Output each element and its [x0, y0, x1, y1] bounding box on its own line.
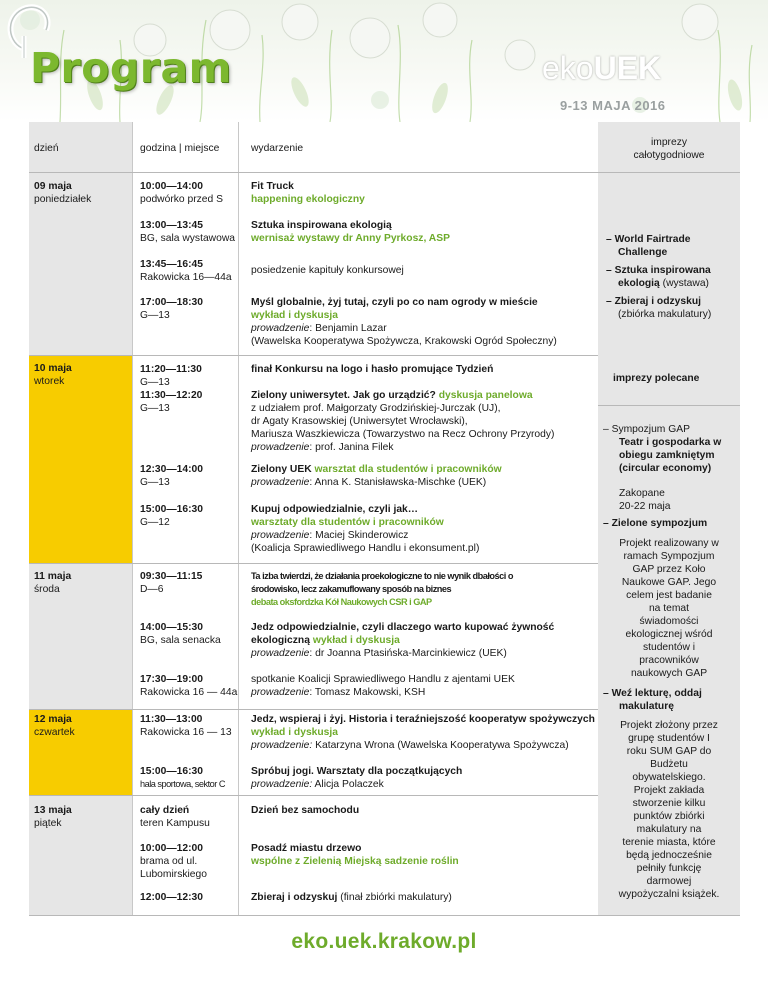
- event-lead: [251, 441, 554, 454]
- event-title: Ta izba twierdzi, że działania proekologiczne to nie wynik dbałości o: [251, 571, 513, 581]
- lead-label: prowadzenie: [251, 477, 310, 488]
- event-title: finał Konkursu na logo i hasło promujące Tydzień: [251, 364, 494, 375]
- day-label: [34, 180, 91, 206]
- time-place: [140, 363, 202, 415]
- event-detail: Mariusza Waszkiewicza (Towarzystwo na Recz Ochrony Przyrody): [251, 429, 555, 440]
- day-label: [34, 570, 71, 596]
- event-title: Fit Truck: [251, 181, 294, 192]
- recommended-subtitle: obiegu zamkniętym: [619, 450, 715, 461]
- time-place: [140, 713, 232, 739]
- day-weekday: wtorek: [34, 376, 65, 387]
- time: 15:00—16:30: [140, 504, 203, 515]
- time-place: [140, 842, 207, 881]
- event-title: Sztuka inspirowana ekologią: [251, 220, 392, 231]
- time: 14:00—15:30: [140, 622, 203, 633]
- recommended-description: [598, 719, 740, 901]
- col-header-event: wydarzenie: [251, 143, 304, 154]
- event-title: Zbieraj i odzyskuj: [251, 892, 338, 903]
- desc-line: terenie miasta, które: [622, 837, 716, 848]
- day-bg-09: [29, 122, 132, 355]
- lead-label: prowadzenie: [251, 648, 310, 659]
- event: [251, 891, 452, 904]
- program-title: Program: [30, 44, 232, 92]
- lead-label: prowadzenie: [251, 323, 310, 334]
- time: 17:00—18:30: [140, 297, 203, 308]
- logo-uek: UEK: [593, 50, 662, 86]
- divider: [132, 122, 133, 915]
- event: [251, 296, 557, 348]
- place: Rakowicka 16 — 44a: [140, 687, 238, 698]
- time-place: [140, 570, 202, 596]
- time-place: [140, 296, 203, 322]
- desc-line: Budżetu: [650, 759, 688, 770]
- time: 15:00—16:30: [140, 766, 203, 777]
- desc-line: pracowników: [639, 655, 699, 666]
- event: [251, 180, 365, 206]
- day-label: [34, 362, 72, 388]
- time: 11:30—12:20: [140, 390, 203, 401]
- week-event-title: ekologią: [618, 278, 660, 289]
- time: 13:45—16:45: [140, 259, 203, 270]
- week-event-note: (zbiórka makulatury): [618, 309, 712, 320]
- event-title: Kupuj odpowiedzialnie, czyli jak…: [251, 504, 419, 515]
- desc-line: stworzenie kilku: [632, 798, 706, 809]
- ekouek-logo-text: [542, 50, 661, 87]
- time: cały dzień: [140, 805, 190, 816]
- place: hala sportowa, sektor C: [140, 779, 226, 789]
- row-divider: [29, 795, 598, 796]
- time-place: [140, 621, 221, 647]
- lead-name: : prof. Janina Filek: [309, 442, 394, 453]
- day-weekday: środa: [34, 584, 60, 595]
- event-type: happening ekologiczny: [251, 194, 365, 205]
- recommended-title: – Zielone sympozjum: [603, 518, 708, 529]
- event-type: wernisaż wystawy dr Anny Pyrkosz, ASP: [251, 233, 450, 244]
- place: G—13: [140, 310, 170, 321]
- header-banner: [0, 0, 768, 122]
- place: brama od ul.: [140, 856, 198, 867]
- event-dates: 9-13 MAJA 2016: [560, 98, 666, 113]
- website-link[interactable]: eko.uek.krakow.pl: [291, 930, 477, 953]
- recommended-title: makulaturę: [619, 701, 674, 712]
- day-date: 10 maja: [34, 363, 72, 374]
- ekouek-logo: [0, 0, 220, 60]
- event-title: Spróbuj jogi. Warsztaty dla początkujących: [251, 766, 463, 777]
- event-title: Myśl globalnie, żyj tutaj, czyli po co nam ogrody w mieście: [251, 297, 538, 308]
- place: Rakowicka 16 — 13: [140, 727, 232, 738]
- col-header-week-events: [598, 136, 740, 162]
- row-divider: [29, 563, 598, 564]
- event: [251, 765, 462, 791]
- day-label: [34, 804, 72, 830]
- time-place: [140, 891, 203, 904]
- desc-line: ekologicznej wśród: [625, 629, 713, 640]
- lead-name: Alicja Polaczek: [312, 779, 384, 790]
- row-divider: [29, 355, 598, 356]
- desc-line: będą jednocześnie: [626, 850, 712, 861]
- event-lead: [251, 476, 502, 489]
- day-date: 11 maja: [34, 571, 72, 582]
- place: BG, sala wystawowa: [140, 233, 235, 244]
- event-title: Dzień bez samochodu: [251, 805, 360, 816]
- event-title: Zielony UEK: [251, 464, 312, 475]
- lead-label: prowadzenie: [251, 530, 310, 541]
- event-type: warsztaty dla studentów i pracowników: [251, 517, 444, 528]
- lead-name: : Maciej Skinderowicz: [309, 530, 409, 541]
- event-detail: dr Agaty Krasowskiej (Uniwersytet Wrocławski),: [251, 416, 468, 427]
- time-place: [140, 219, 235, 245]
- desc-line: grupę studentów I: [628, 733, 710, 744]
- desc-line: na temat: [648, 603, 690, 614]
- desc-line: ramach Sympozjum: [623, 551, 715, 562]
- desc-line: pełniły funkcję: [636, 863, 702, 874]
- time-place: [140, 804, 210, 830]
- desc-line: makulatury na: [636, 824, 702, 835]
- recommended-place: Zakopane: [619, 488, 665, 499]
- lead-label: prowadzenie:: [251, 779, 313, 790]
- time: 12:00—12:30: [140, 892, 203, 903]
- lead-name: : Anna K. Stanisławska-Mischke (UEK): [309, 477, 487, 488]
- event-lead: [251, 739, 595, 752]
- event-title: Zielony uniwersytet. Jak go urządzić?: [251, 390, 436, 401]
- desc-line: wypożyczalni książek.: [618, 889, 720, 900]
- week-event-title: – Sztuka inspirowana: [606, 265, 711, 276]
- place: teren Kampusu: [140, 818, 210, 829]
- place: D—6: [140, 584, 164, 595]
- time: 11:30—13:00: [140, 714, 203, 725]
- desc-line: Projekt zakłada: [633, 785, 705, 796]
- time-place: [140, 463, 203, 489]
- lead-name: : Tomasz Makowski, KSH: [309, 687, 426, 698]
- event-lead: [251, 647, 554, 660]
- recommended-dates: 20-22 maja: [619, 501, 671, 512]
- recommended-item: [603, 423, 721, 513]
- row-divider: [29, 172, 740, 173]
- row-divider: [29, 915, 740, 916]
- event-lead: [251, 686, 515, 699]
- event: [251, 219, 450, 245]
- event-type: wspólne z Zielenią Miejską sadzenie roślin: [251, 856, 459, 867]
- time: 12:30—14:00: [140, 464, 203, 475]
- event-title: posiedzenie kapituły konkursowej: [251, 265, 404, 276]
- place: G—13: [140, 403, 170, 414]
- event-lead: [251, 529, 479, 542]
- event-type: dyskusja panelowa: [438, 390, 533, 401]
- time: 13:00—13:45: [140, 220, 203, 231]
- event: [251, 804, 359, 817]
- col-header-week-events-1: imprezy: [650, 137, 688, 148]
- event-type: wykład i dyskusja: [312, 635, 400, 646]
- event-title: Jedz, wspieraj i żyj. Historia i teraźniejszość kooperatyw spożywczych: [251, 714, 595, 725]
- time-place: [140, 765, 225, 791]
- week-event-item: [606, 295, 711, 321]
- recommended-header: imprezy polecane: [613, 373, 700, 384]
- week-event-title: – World Fairtrade: [606, 234, 691, 245]
- desc-line: Projekt realizowany w: [619, 538, 719, 549]
- week-event-note: (wystawa): [659, 278, 709, 289]
- event-type: warsztat dla studentów i pracowników: [314, 464, 502, 475]
- logo-eko: eko: [542, 50, 594, 86]
- desc-line: świadomości: [639, 616, 699, 627]
- desc-line: obywatelskiego.: [632, 772, 706, 783]
- event-title: Posadź miastu drzewo: [251, 843, 362, 854]
- event: [251, 621, 554, 660]
- lead-label: prowadzenie:: [251, 740, 313, 751]
- event-type: wykład i dyskusja: [251, 310, 338, 321]
- week-event-item: [606, 233, 691, 259]
- desc-line: naukowych GAP: [630, 668, 708, 679]
- event: [251, 570, 513, 609]
- row-divider: [598, 405, 740, 406]
- event: [251, 842, 459, 868]
- col-header-week-events-2: całotygodniowe: [633, 150, 705, 161]
- day-weekday: poniedziałek: [34, 194, 92, 205]
- day-weekday: piątek: [34, 818, 62, 829]
- time-place: [140, 503, 203, 529]
- col-header-day: dzień: [34, 143, 59, 154]
- place: podwórko przed S: [140, 194, 223, 205]
- event-type: (finał zbiórki makulatury): [337, 892, 452, 903]
- lead-label: prowadzenie: [251, 687, 310, 698]
- event: [251, 363, 554, 454]
- desc-line: studentów i: [642, 642, 696, 653]
- event-title: Jedz odpowiedzialnie, czyli dlaczego warto kupować żywność: [251, 622, 555, 633]
- time-place: [140, 180, 223, 206]
- time: 09:30—11:15: [140, 571, 203, 582]
- day-weekday: czwartek: [34, 727, 75, 738]
- time: 11:20—11:30: [140, 364, 202, 375]
- lead-name: : dr Joanna Ptasińska-Marcinkiewicz (UEK): [309, 648, 507, 659]
- place: G—13: [140, 477, 170, 488]
- day-date: 12 maja: [34, 714, 72, 725]
- desc-line: Naukowe GAP. Jego: [621, 577, 717, 588]
- program-table: [29, 122, 740, 915]
- desc-line: celem jest badanie: [626, 590, 712, 601]
- recommended-description: [598, 537, 740, 680]
- place: G—13: [140, 377, 170, 388]
- desc-line: Projekt złożony przez: [620, 720, 718, 731]
- time: 10:00—14:00: [140, 181, 203, 192]
- desc-line: GAP przez Koło: [632, 564, 706, 575]
- event: [251, 264, 404, 277]
- lead-name: Katarzyna Wrona (Wawelska Kooperatywa Spożywcza): [312, 740, 569, 751]
- event-title: środowisko, lecz zakamuflowany sposób na biznes: [251, 584, 452, 594]
- event: [251, 463, 502, 489]
- event: [251, 503, 479, 555]
- time-place: [140, 258, 232, 284]
- recommended-title: – Sympozjum GAP: [603, 424, 690, 435]
- day-label: [34, 713, 75, 739]
- day-date: 09 maja: [34, 181, 72, 192]
- recommended-subtitle: Teatr i gospodarka w: [619, 437, 722, 448]
- divider: [238, 122, 239, 915]
- recommended-subtitle: (circular economy): [619, 463, 712, 474]
- week-event-title: Challenge: [618, 247, 668, 258]
- event-type: wykład i dyskusja: [251, 727, 338, 738]
- event-title: spotkanie Koalicji Sprawiedliwego Handlu z ajentami UEK: [251, 674, 515, 685]
- recommended-item: [603, 687, 702, 713]
- event: [251, 673, 515, 699]
- event-detail: z udziałem prof. Małgorzaty Grodzińskiej-Jurczak (UJ),: [251, 403, 501, 414]
- lead-name: : Benjamin Lazar: [309, 323, 387, 334]
- place: Rakowicka 16—44a: [140, 272, 232, 283]
- desc-line: punktów zbiórki: [633, 811, 705, 822]
- event-lead: [251, 778, 462, 791]
- place: BG, sala senacka: [140, 635, 221, 646]
- recommended-title: – Weź lekturę, oddaj: [603, 688, 702, 699]
- day-date: 13 maja: [34, 805, 72, 816]
- desc-line: darmowej: [646, 876, 692, 887]
- time-place: [140, 673, 237, 699]
- week-event-item: [606, 264, 711, 290]
- place: Lubomirskiego: [140, 869, 207, 880]
- desc-line: roku SUM GAP do: [626, 746, 712, 757]
- week-event-title: – Zbieraj i odzyskuj: [606, 296, 701, 307]
- event-extra: (Wawelska Kooperatywa Spożywcza, Krakowski Ogród Społeczny): [251, 336, 557, 347]
- time: 17:30—19:00: [140, 674, 203, 685]
- place: G—12: [140, 517, 170, 528]
- col-header-time-place: godzina | miejsce: [140, 143, 220, 154]
- event-lead: [251, 322, 557, 335]
- row-divider: [29, 709, 598, 710]
- event-extra: (Koalicja Sprawiedliwego Handlu i ekonsument.pl): [251, 543, 480, 554]
- event: [251, 713, 595, 752]
- time: 10:00—12:00: [140, 843, 203, 854]
- event-type: debata oksfordzka Kół Naukowych CSR i GAP: [251, 597, 432, 607]
- lead-label: prowadzenie: [251, 442, 310, 453]
- event-title: ekologiczną: [251, 635, 310, 646]
